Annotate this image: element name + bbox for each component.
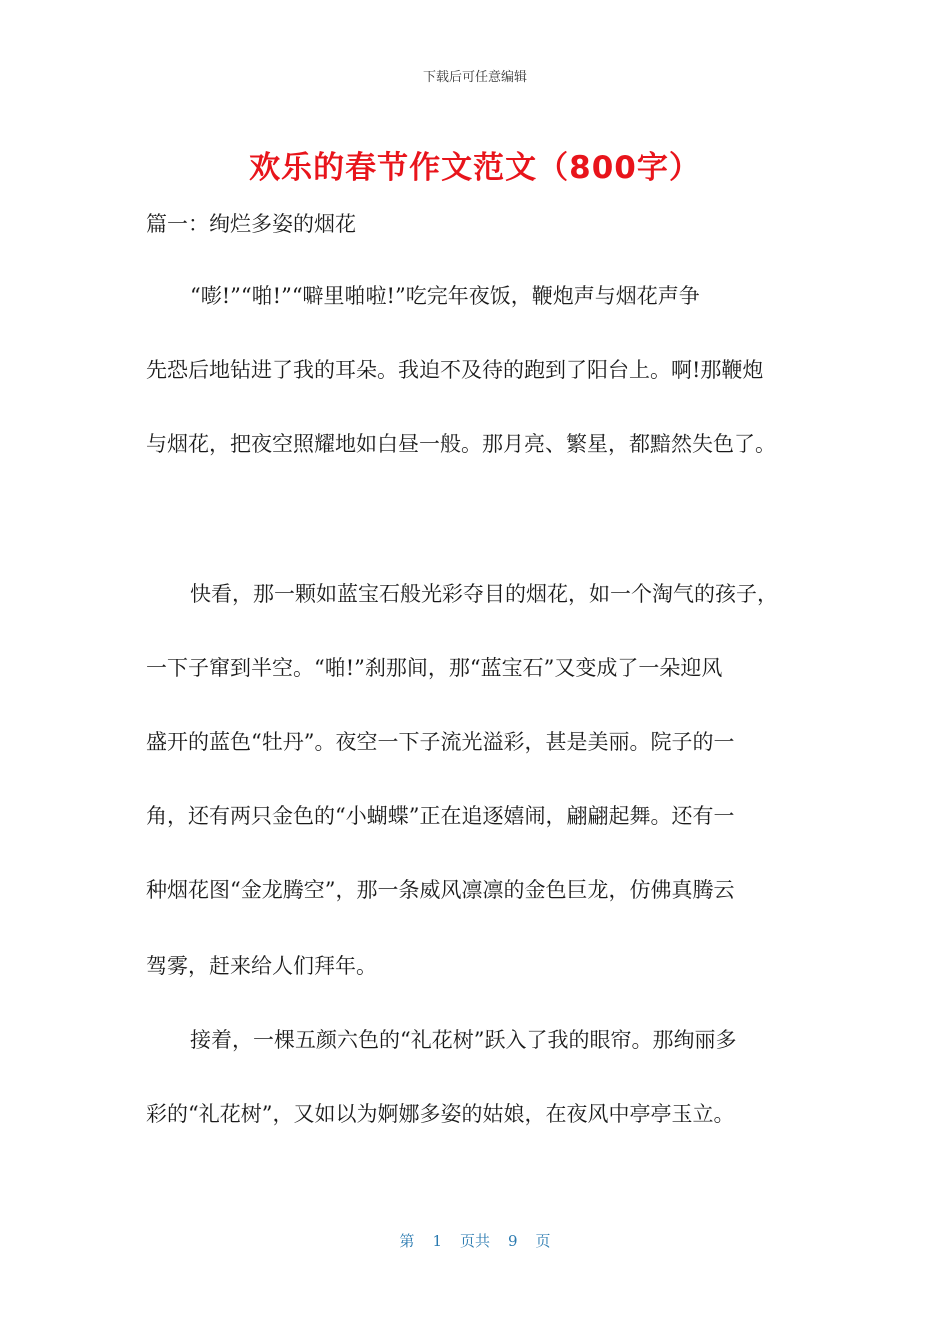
header-note: 下载后可任意编辑 (422, 70, 527, 85)
total-page-count: 9 (508, 1232, 518, 1250)
page-prefix: 第 (399, 1232, 415, 1250)
section-heading: 篇一：绚烂多姿的烟花 (146, 212, 356, 236)
paragraph-2-line-3: 盛开的蓝色“牡丹”。夜空一下子流光溢彩，甚是美丽。院子的一 (146, 730, 735, 754)
paragraph-2-line-1: 快看，那一颗如蓝宝石般光彩夺目的烟花，如一个淘气的孩子， (190, 582, 778, 606)
paragraph-2-line-5: 种烟花图“金龙腾空”，那一条威风凛凛的金色巨龙，仿佛真腾云 (146, 878, 735, 902)
document-title: 欢乐的春节作文范文（800字） (249, 150, 701, 186)
paragraph-2-line-2: 一下子窜到半空。“啪!”刹那间，那“蓝宝石”又变成了一朵迎风 (146, 656, 723, 680)
paragraph-1-line-1: “嘭!”“啪!”“噼里啪啦!”吃完年夜饭，鞭炮声与烟花声争 (190, 284, 700, 308)
paragraph-1-line-3: 与烟花，把夜空照耀地如白昼一般。那月亮、繁星，都黯然失色了。 (146, 432, 776, 456)
paragraph-3-line-1: 接着，一棵五颜六色的“礼花树”跃入了我的眼帘。那绚丽多 (190, 1028, 737, 1052)
paragraph-1-line-2: 先恐后地钻进了我的耳朵。我迫不及待的跑到了阳台上。啊!那鞭炮 (146, 358, 764, 382)
page-middle-text: 页共 (459, 1232, 490, 1250)
page-suffix: 页 (535, 1232, 551, 1250)
page-indicator (0, 1230, 950, 1251)
paragraph-2-line-6: 驾雾，赶来给人们拜年。 (146, 954, 377, 978)
paragraph-3-line-2: 彩的“礼花树”，又如以为婀娜多姿的姑娘，在夜风中亭亭玉立。 (146, 1102, 735, 1126)
paragraph-2-line-4: 角，还有两只金色的“小蝴蝶”正在追逐嬉闹，翩翩起舞。还有一 (146, 804, 735, 828)
current-page-number: 1 (432, 1232, 442, 1250)
